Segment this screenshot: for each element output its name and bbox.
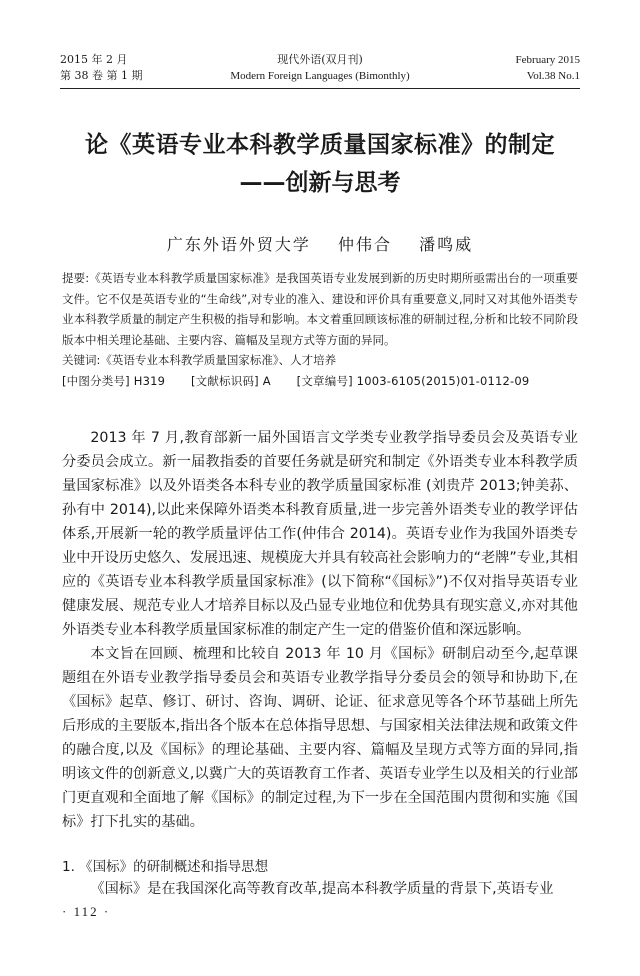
clc-number: [中图分类号] H319 xyxy=(62,373,166,388)
header-date-cn: 2015 年 2 月 xyxy=(60,53,128,66)
author-name: 仲伟合 xyxy=(337,235,392,254)
header-date-en: February 2015 xyxy=(515,54,580,66)
header-rule xyxy=(60,88,580,89)
author-line xyxy=(40,232,600,255)
header-journal-cn: 现代外语(双月刊) xyxy=(277,53,363,66)
document-code: [文献标识码] A xyxy=(191,373,271,388)
article-number: [文章编号] 1003-6105(2015)01-0112-09 xyxy=(296,373,530,388)
abstract-text: 提要:《英语专业本科教学质量国家标准》是我国英语专业发展到新的历史时期所亟需出台的一项重要文件。它不仅是英语专业的“生命线”,对专业的准入、建设和评价具有重要意义,同时又对其他外语类专业本科教学质量的制定产生积极的指导和影响。本文着重回顾该标准的研制过程,分析和比较不同阶段版本中相关理论基础、主要内容、篇幅及呈现方式等方面的异同。 xyxy=(62,271,578,347)
abstract-block xyxy=(62,268,578,391)
body-text xyxy=(62,426,578,834)
header-right xyxy=(516,52,580,84)
header-volume-en: Vol.38 No.1 xyxy=(526,70,580,82)
page-number: · 112 · xyxy=(62,904,111,919)
affiliation: 广东外语外贸大学 xyxy=(166,235,311,254)
body-paragraph: 本文旨在回顾、梳理和比较自 2013 年 10 月《国标》研制启动至今,起草课题组在外语专业教学指导委员会和英语专业教学指导分委员会的领导和协助下,在《国标》起草、修订、研讨、咨询、调研、论证、征求意见等各个环节基础上所先后形成的主要版本,指出各个版本在总体指导思想、与国家相关法律法规和政策文件的融合度,以及《国标》的理论基础、主要内容、篇幅及呈现方式等方面的异同,指明该文件的创新意义,以冀广大的英语教育工作者、英语专业学生以及相关的行业部门更直观和全面地了解《国标》的制定过程,为下一步在全国范围内贯彻和实施《国标》打下扎实的基础。 xyxy=(62,646,578,830)
keywords: 关键词:《英语专业本科教学质量国家标准》、人才培养 xyxy=(62,353,337,367)
header-center xyxy=(60,52,580,84)
header-volume-cn: 第 38 卷 第 1 期 xyxy=(60,69,143,82)
body-paragraph: 2013 年 7 月,教育部新一届外国语言文学类专业教学指导委员会及英语专业分委员会成立。新一届教指委的首要任务就是研究和制定《外语类专业本科教学质量国家标准》以及外语类各本科专业的教学质量国家标准 (刘贵芹 2013;钟美荪、孙有中 2014),以此来保障外语类本科教育质量,进一步完善外语类专业的教学评估体系,开展新一轮的教学质量评估工作(仲伟合 2014)。英语专业作为我国外语类专业中开设历史悠久、发展迅速、规模庞大并具有较高社会影响力的“老牌”专业,其相应的《英语专业本科教学质量国家标准》(以下简称“《国标》”)不仅对指导英语专业健康发展、规范专业人才培养目标以及凸显专业地位和优势具有现实意义,亦对其他外语类专业本科教学质量国家标准的制定产生一定的借鉴价值和深远影响。 xyxy=(62,430,578,638)
article-title: 论《英语专业本科教学质量国家标准》的制定 xyxy=(85,132,555,158)
classification-line xyxy=(62,371,578,392)
section-first-line: 《国标》是在我国深化高等教育改革,提高本科教学质量的背景下,英语专业 xyxy=(90,881,554,897)
section-heading: 1. 《国标》的研制概述和指导思想 xyxy=(62,859,269,875)
author-name: 潘鸣威 xyxy=(419,235,474,254)
article-subtitle: ——创新与思考 xyxy=(239,170,401,196)
header-journal-en: Modern Foreign Languages (Bimonthly) xyxy=(230,70,410,82)
